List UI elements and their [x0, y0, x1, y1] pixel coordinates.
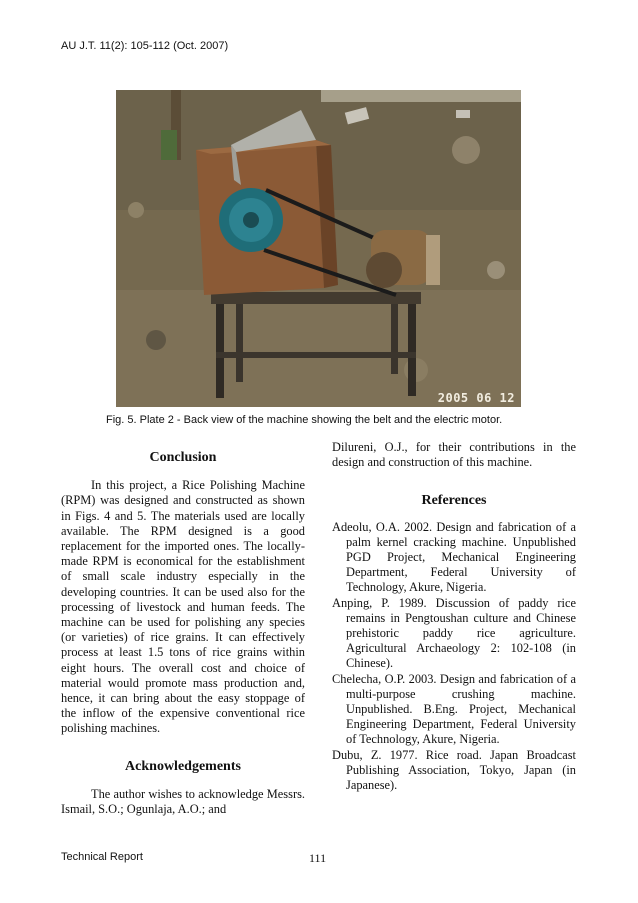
figure-caption: Fig. 5. Plate 2 - Back view of the machine showing the belt and the electric motor. — [106, 414, 503, 426]
date-stamp: 2005 06 12 — [437, 391, 515, 405]
acknowledgements-heading: Acknowledgements — [125, 758, 241, 774]
reference-item: Dubu, Z. 1977. Rice road. Japan Broadcast Publishing Association, Tokyo, Japan (in Japanese). — [332, 747, 576, 793]
figure-photo — [116, 90, 521, 407]
reference-item: Adeolu, O.A. 2002. Design and fabrication of a palm kernel cracking machine. Unpublished PGD Project, Mechanical Engineering Department, Federal University of Technology, Akure, Nigeria. — [332, 519, 576, 595]
conclusion-heading: Conclusion — [149, 450, 217, 465]
running-head: AU J.T. 11(2): 105-112 (Oct. 2007) — [61, 40, 229, 52]
acknowledgements-continued: Dilureni, O.J., for their contributions in the design and construction of this machine. — [332, 440, 576, 470]
acknowledgements-paragraph: The author wishes to acknowledge Messrs. Ismail, S.O.; Ogunlaja, A.O.; and — [61, 786, 305, 817]
reference-item: Anping, P. 1989. Discussion of paddy rice remains in Pengtoushan culture and Chinese prehistoric paddy rice agriculture. Agricultural Archaeology 2: 102-108 (in Chinese). — [332, 595, 576, 671]
right-column — [332, 440, 576, 793]
references-heading: References — [421, 493, 487, 509]
footer-label: Technical Report — [61, 851, 143, 863]
left-column — [61, 440, 305, 817]
page-number: 111 — [309, 851, 327, 865]
reference-list — [332, 520, 576, 794]
machine-photo-illustration — [116, 90, 521, 407]
reference-item: Chelecha, O.P. 2003. Design and fabrication of a multi-purpose crushing machine. Unpublished. B.Eng. Project, Mechanical Engineering Department, Federal University of Technology, Akure, Nigeria. — [332, 671, 576, 747]
conclusion-paragraph: In this project, a Rice Polishing Machine (RPM) was designed and constructed as shown in Figs. 4 and 5. The materials used are locally available. The RPM designed is a good replacement for the imported ones. The locally-made RPM is economical for the establishment of small scale industry especially in the developing countries. It can be used also for the processing of livestock and human feeds. The machine can be used for polishing any species (or varieties) of rice grains. It can effectively process at least 1.5 tons of rice grains within eight hours. The overall cost and choice of material would promote mass production and, hence, it can bring about the easy stoppage of the inflow of the expensive conventional rice polishing machines. — [61, 478, 305, 736]
